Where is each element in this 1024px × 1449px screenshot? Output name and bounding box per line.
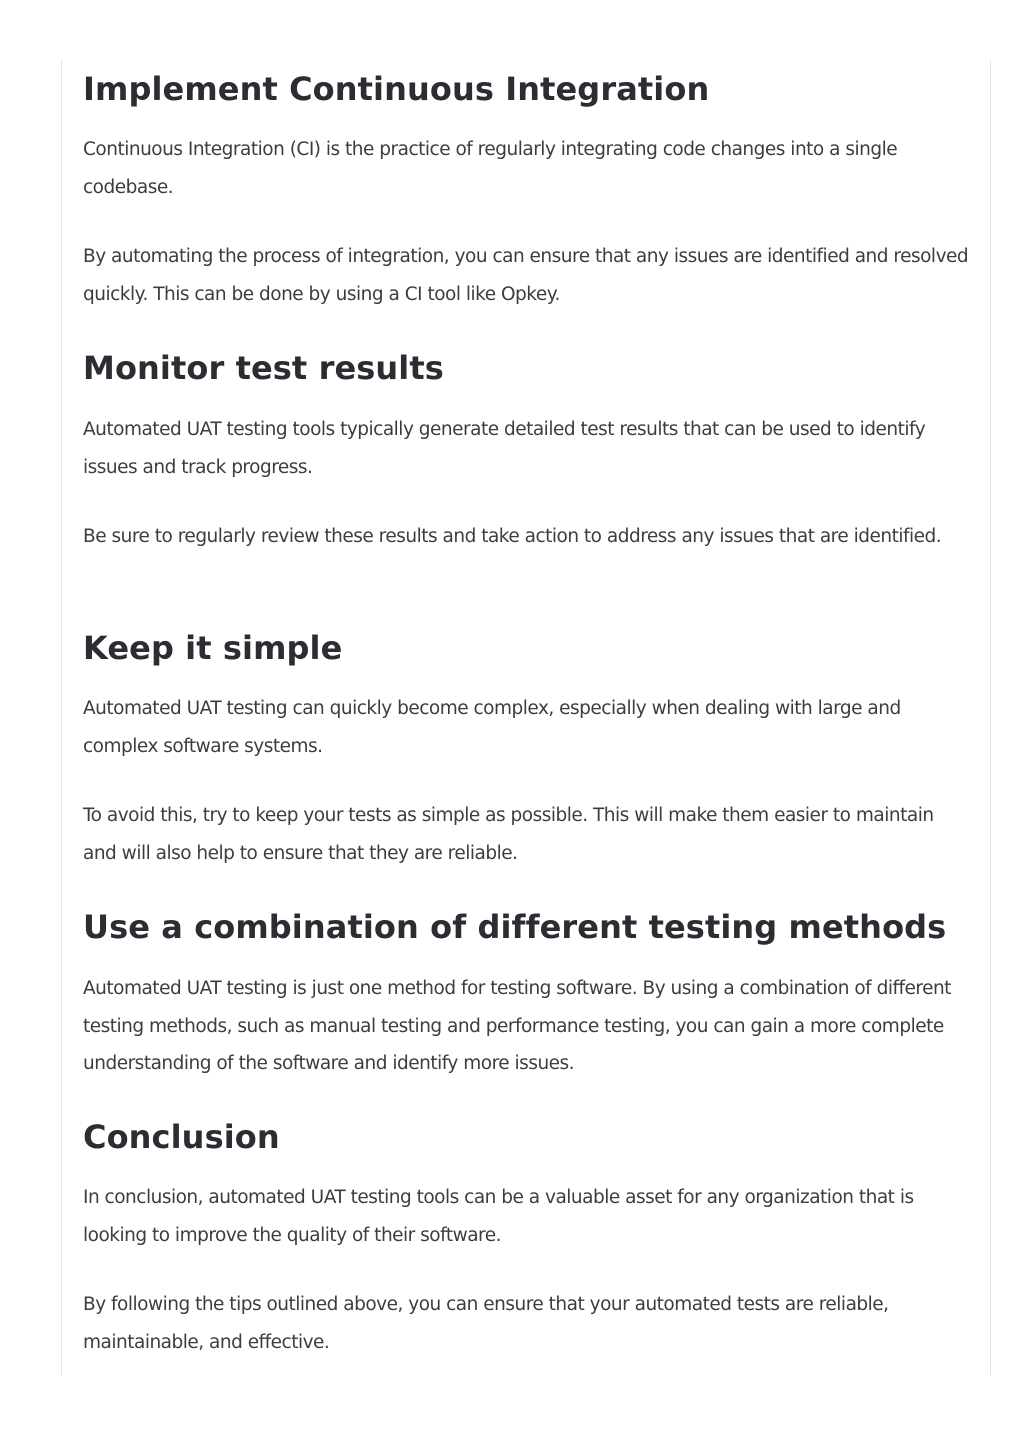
paragraph-ci-automation: By automating the process of integration, you can ensure that any issues are identified and resolved quickly. This can be done by using a CI tool like Opkey. (83, 246, 969, 305)
paragraph-review-results: Be sure to regularly review these results and take action to address any issues that are identified. (83, 526, 942, 547)
heading-keep-it-simple: Keep it simple (83, 629, 343, 667)
paragraph-complexity: Automated UAT testing can quickly become complex, especially when dealing with large and complex software systems. (83, 698, 901, 757)
article-container (61, 60, 991, 1375)
paragraph-ci-definition: Continuous Integration (CI) is the practice of regularly integrating code changes into a single codebase. (83, 139, 898, 198)
heading-continuous-integration: Implement Continuous Integration (83, 70, 710, 108)
paragraph-conclusion-tips: By following the tips outlined above, you can ensure that your automated tests are reliable, maintainable, and effective. (83, 1294, 889, 1353)
paragraph-keep-simple: To avoid this, try to keep your tests as simple as possible. This will make them easier to maintain and will also help to ensure that they are reliable. (83, 805, 934, 864)
paragraph-combination-methods: Automated UAT testing is just one method for testing software. By using a combination of different testing methods, such as manual testing and performance testing, you can gain a more complete understanding of the software and identify more issues. (83, 978, 951, 1074)
heading-combination-methods: Use a combination of different testing methods (83, 908, 947, 946)
paragraph-test-results-detail: Automated UAT testing tools typically generate detailed test results that can be used to identify issues and track progress. (83, 419, 926, 478)
heading-conclusion: Conclusion (83, 1118, 280, 1156)
paragraph-conclusion-value: In conclusion, automated UAT testing tools can be a valuable asset for any organization that is looking to improve the quality of their software. (83, 1187, 914, 1246)
heading-monitor-test-results: Monitor test results (83, 349, 444, 387)
